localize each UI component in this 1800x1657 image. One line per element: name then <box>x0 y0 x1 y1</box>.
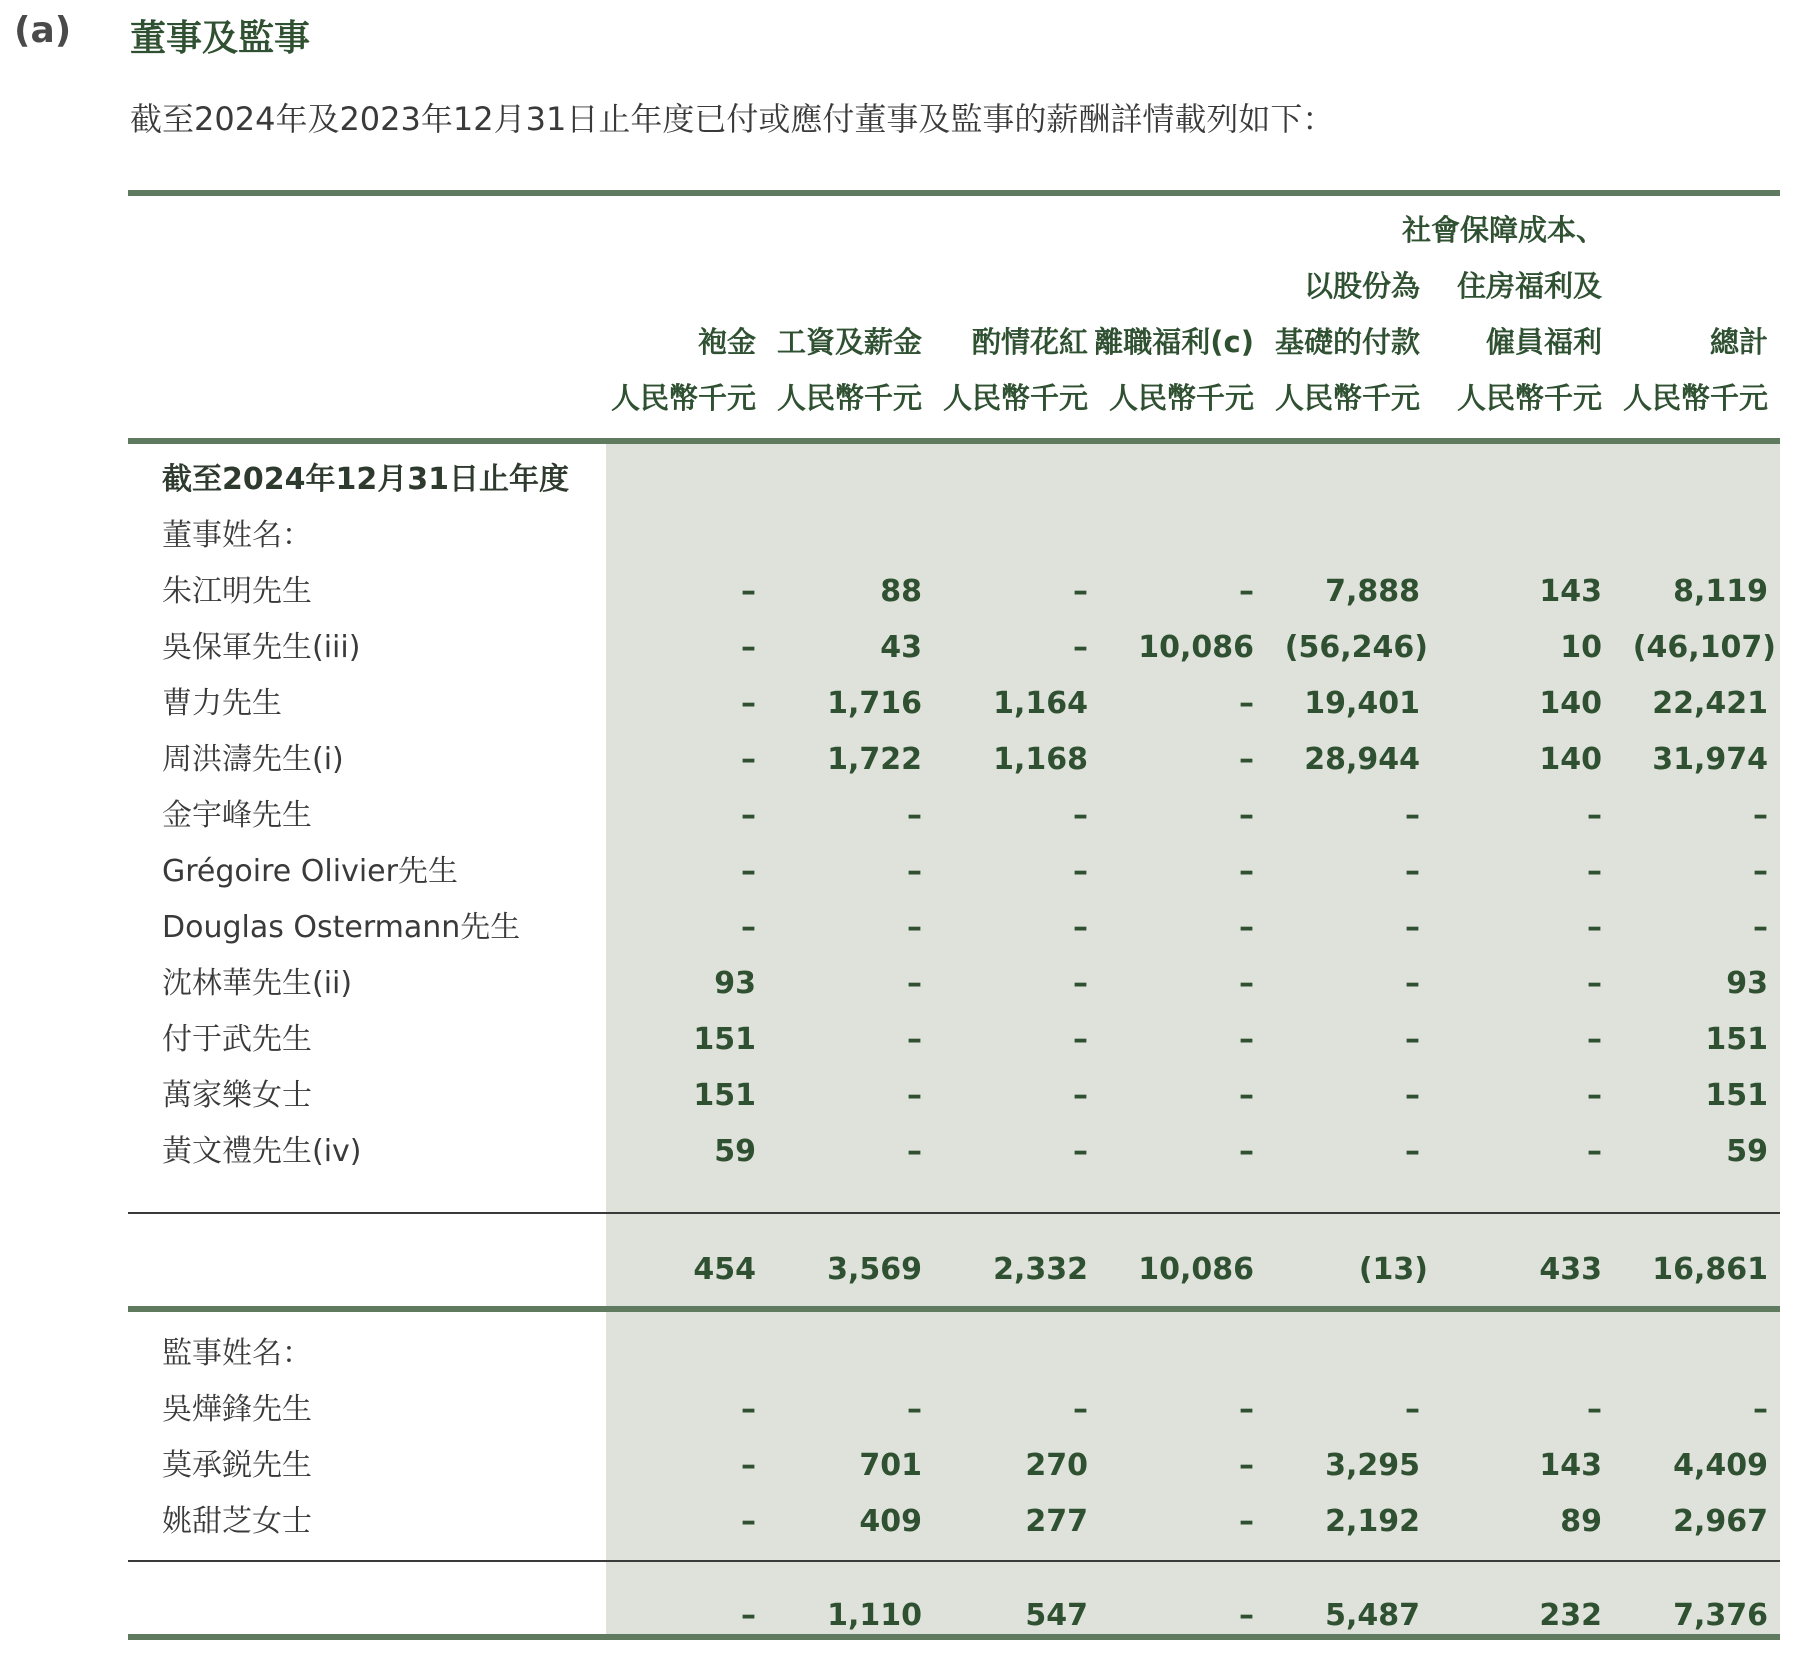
value-cell: – <box>907 798 922 833</box>
value-cell: 140 <box>1539 686 1602 721</box>
column-header-5-line-2: 僱員福利 <box>1485 325 1602 359</box>
value-cell: 1,164 <box>993 686 1088 721</box>
value-cell: 547 <box>1025 1598 1088 1633</box>
row-label: 監事姓名： <box>162 1336 312 1371</box>
value-cell: – <box>741 686 756 721</box>
value-cell: – <box>1405 1078 1420 1113</box>
value-cell: – <box>1753 1392 1768 1427</box>
value-cell: 143 <box>1539 574 1602 609</box>
value-cell: 2,192 <box>1325 1504 1420 1539</box>
director-row <box>128 620 1780 676</box>
header-bottom-rule <box>128 438 1780 444</box>
column-header-2-line-1: 人民幣千元 <box>942 381 1088 415</box>
value-cell: 88 <box>880 574 922 609</box>
director-row <box>128 1068 1780 1124</box>
directors-heading-row <box>128 508 1780 564</box>
value-cell: 143 <box>1539 1448 1602 1483</box>
value-cell: – <box>907 910 922 945</box>
value-cell: 7,888 <box>1325 574 1420 609</box>
value-cell: – <box>1239 1448 1254 1483</box>
value-cell: 433 <box>1539 1252 1602 1287</box>
value-cell: – <box>1073 1134 1088 1169</box>
value-cell: 10,086 <box>1138 1252 1254 1287</box>
column-header-4-line-0: 以股份為 <box>1303 269 1420 303</box>
value-cell: – <box>741 1504 756 1539</box>
value-cell: – <box>1405 854 1420 889</box>
value-cell: 151 <box>693 1022 756 1057</box>
column-header-0-line-0: 袍金 <box>697 325 756 359</box>
value-cell: 16,861 <box>1652 1252 1768 1287</box>
intro-text: 截至2024年及2023年12月31日止年度已付或應付董事及監事的薪酬詳情載列如下： <box>130 100 1335 138</box>
value-cell: 10 <box>1560 630 1602 665</box>
value-cell: (56,246) <box>1284 630 1428 665</box>
column-header-4-line-2: 人民幣千元 <box>1274 381 1420 415</box>
value-cell: – <box>1073 574 1088 609</box>
value-cell: 151 <box>1705 1022 1768 1057</box>
director-row <box>128 732 1780 788</box>
value-cell: – <box>741 1448 756 1483</box>
value-cell: – <box>741 1392 756 1427</box>
row-label: 金宇峰先生 <box>162 798 312 833</box>
director-row <box>128 788 1780 844</box>
column-header-5-line-0: 社會保障成本、 <box>1402 213 1606 247</box>
value-cell: 701 <box>859 1448 922 1483</box>
row-label: 萬家樂女士 <box>162 1078 312 1113</box>
row-label: 朱江明先生 <box>162 574 312 609</box>
value-cell: 19,401 <box>1304 686 1420 721</box>
value-cell: – <box>741 574 756 609</box>
value-cell: – <box>1753 854 1768 889</box>
value-cell: – <box>1405 1134 1420 1169</box>
value-cell: – <box>1405 798 1420 833</box>
row-label: Douglas Ostermann先生 <box>162 910 521 945</box>
column-header-5-line-3: 人民幣千元 <box>1456 381 1602 415</box>
value-cell: 1,168 <box>993 742 1088 777</box>
value-cell: – <box>741 1598 756 1633</box>
value-cell: – <box>1073 910 1088 945</box>
value-cell: – <box>1073 630 1088 665</box>
value-cell: 3,569 <box>827 1252 922 1287</box>
value-cell: – <box>1073 1022 1088 1057</box>
column-header-1-line-1: 人民幣千元 <box>776 381 922 415</box>
directors-total-row <box>128 1242 1780 1298</box>
value-cell: – <box>1405 1022 1420 1057</box>
value-cell: 4,409 <box>1673 1448 1768 1483</box>
value-cell: – <box>907 1392 922 1427</box>
value-cell: – <box>741 630 756 665</box>
value-cell: – <box>1239 574 1254 609</box>
row-label: 莫承鋭先生 <box>162 1448 312 1483</box>
value-cell: – <box>1239 798 1254 833</box>
row-label: 姚甜芝女士 <box>162 1504 312 1539</box>
value-cell: – <box>1587 1134 1602 1169</box>
column-header-6-line-0: 總計 <box>1709 325 1768 359</box>
value-cell: 7,376 <box>1673 1598 1768 1633</box>
value-cell: – <box>1239 910 1254 945</box>
value-cell: – <box>1753 910 1768 945</box>
supervisors-subtotal-rule <box>128 1560 1780 1562</box>
value-cell: – <box>1073 854 1088 889</box>
value-cell: 270 <box>1025 1448 1088 1483</box>
value-cell: 59 <box>1726 1134 1768 1169</box>
value-cell: – <box>1239 854 1254 889</box>
value-cell: – <box>1073 1392 1088 1427</box>
value-cell: – <box>1587 966 1602 1001</box>
value-cell: – <box>1073 798 1088 833</box>
value-cell: – <box>741 910 756 945</box>
value-cell: – <box>1239 1504 1254 1539</box>
supervisor-row <box>128 1494 1780 1550</box>
value-cell: 454 <box>693 1252 756 1287</box>
row-label: 曹力先生 <box>162 686 282 721</box>
value-cell: – <box>907 1078 922 1113</box>
value-cell: – <box>1239 742 1254 777</box>
value-cell: – <box>1239 1598 1254 1633</box>
director-row <box>128 564 1780 620</box>
directors-total-rule <box>128 1306 1780 1312</box>
value-cell: 8,119 <box>1673 574 1768 609</box>
supervisors-heading-row <box>128 1326 1780 1382</box>
column-header-5-line-1: 住房福利及 <box>1456 269 1602 303</box>
value-cell: 1,110 <box>827 1598 922 1633</box>
row-label: 周洪濤先生(i) <box>162 742 344 777</box>
value-cell: – <box>1587 1022 1602 1057</box>
column-header-3-line-0: 離職福利(c) <box>1094 325 1254 359</box>
value-cell: 22,421 <box>1652 686 1768 721</box>
value-cell: 10,086 <box>1138 630 1254 665</box>
value-cell: 2,332 <box>993 1252 1088 1287</box>
row-label: 截至2024年12月31日止年度 <box>162 462 569 497</box>
period-heading-row <box>128 452 1780 508</box>
value-cell: – <box>1239 1022 1254 1057</box>
director-row <box>128 956 1780 1012</box>
value-cell: – <box>1753 798 1768 833</box>
row-label: 付于武先生 <box>162 1022 312 1057</box>
row-label: 吳燁鋒先生 <box>162 1392 312 1427</box>
row-label: 黃文禮先生(iv) <box>162 1134 362 1169</box>
value-cell: – <box>1239 1392 1254 1427</box>
directors-subtotal-rule <box>128 1212 1780 1214</box>
row-label: 吳保軍先生(iii) <box>162 630 361 665</box>
value-cell: 89 <box>1560 1504 1602 1539</box>
value-cell: – <box>907 854 922 889</box>
value-cell: – <box>907 1022 922 1057</box>
value-cell: – <box>1239 1078 1254 1113</box>
value-cell: – <box>1405 910 1420 945</box>
value-cell: – <box>907 1134 922 1169</box>
value-cell: – <box>1587 798 1602 833</box>
value-cell: – <box>741 798 756 833</box>
value-cell: 2,967 <box>1673 1504 1768 1539</box>
value-cell: 1,722 <box>827 742 922 777</box>
value-cell: – <box>1587 1392 1602 1427</box>
section-letter: (a) <box>14 10 72 51</box>
value-cell: – <box>1587 854 1602 889</box>
value-cell: 277 <box>1025 1504 1088 1539</box>
value-cell: – <box>907 966 922 1001</box>
value-cell: – <box>1587 1078 1602 1113</box>
value-cell: 93 <box>1726 966 1768 1001</box>
value-cell: – <box>1587 910 1602 945</box>
column-header-6-line-1: 人民幣千元 <box>1622 381 1768 415</box>
value-cell: (46,107) <box>1632 630 1776 665</box>
value-cell: 93 <box>714 966 756 1001</box>
value-cell: 151 <box>693 1078 756 1113</box>
value-cell: 31,974 <box>1652 742 1768 777</box>
value-cell: – <box>1405 1392 1420 1427</box>
director-row <box>128 676 1780 732</box>
value-cell: – <box>1239 686 1254 721</box>
value-cell: – <box>741 854 756 889</box>
value-cell: 3,295 <box>1325 1448 1420 1483</box>
value-cell: 43 <box>880 630 922 665</box>
row-label: 董事姓名： <box>162 518 312 553</box>
value-cell: – <box>1073 966 1088 1001</box>
remuneration-table <box>128 190 1780 1650</box>
supervisor-row <box>128 1382 1780 1438</box>
value-cell: 1,716 <box>827 686 922 721</box>
column-header-1-line-0: 工資及薪金 <box>776 325 922 359</box>
row-label: Grégoire Olivier先生 <box>162 854 458 889</box>
value-cell: – <box>1239 1134 1254 1169</box>
table-top-rule <box>128 190 1780 196</box>
column-header-4-line-1: 基礎的付款 <box>1274 325 1420 359</box>
value-cell: 151 <box>1705 1078 1768 1113</box>
director-row <box>128 1012 1780 1068</box>
value-cell: 140 <box>1539 742 1602 777</box>
column-header-2-line-0: 酌情花紅 <box>971 325 1088 359</box>
value-cell: 5,487 <box>1325 1598 1420 1633</box>
value-cell: 59 <box>714 1134 756 1169</box>
value-cell: 232 <box>1539 1598 1602 1633</box>
value-cell: – <box>1405 966 1420 1001</box>
value-cell: 409 <box>859 1504 922 1539</box>
value-cell: – <box>741 742 756 777</box>
director-row <box>128 844 1780 900</box>
row-label: 沈林華先生(ii) <box>162 966 353 1001</box>
supervisors-total-row <box>128 1588 1780 1644</box>
column-header-3-line-1: 人民幣千元 <box>1108 381 1254 415</box>
value-cell: (13) <box>1358 1252 1428 1287</box>
value-cell: – <box>1239 966 1254 1001</box>
director-row <box>128 1124 1780 1180</box>
value-cell: 28,944 <box>1304 742 1420 777</box>
value-cell: – <box>1073 1078 1088 1113</box>
director-row <box>128 900 1780 956</box>
section-title: 董事及監事 <box>130 18 311 59</box>
supervisor-row <box>128 1438 1780 1494</box>
column-header-0-line-1: 人民幣千元 <box>610 381 756 415</box>
